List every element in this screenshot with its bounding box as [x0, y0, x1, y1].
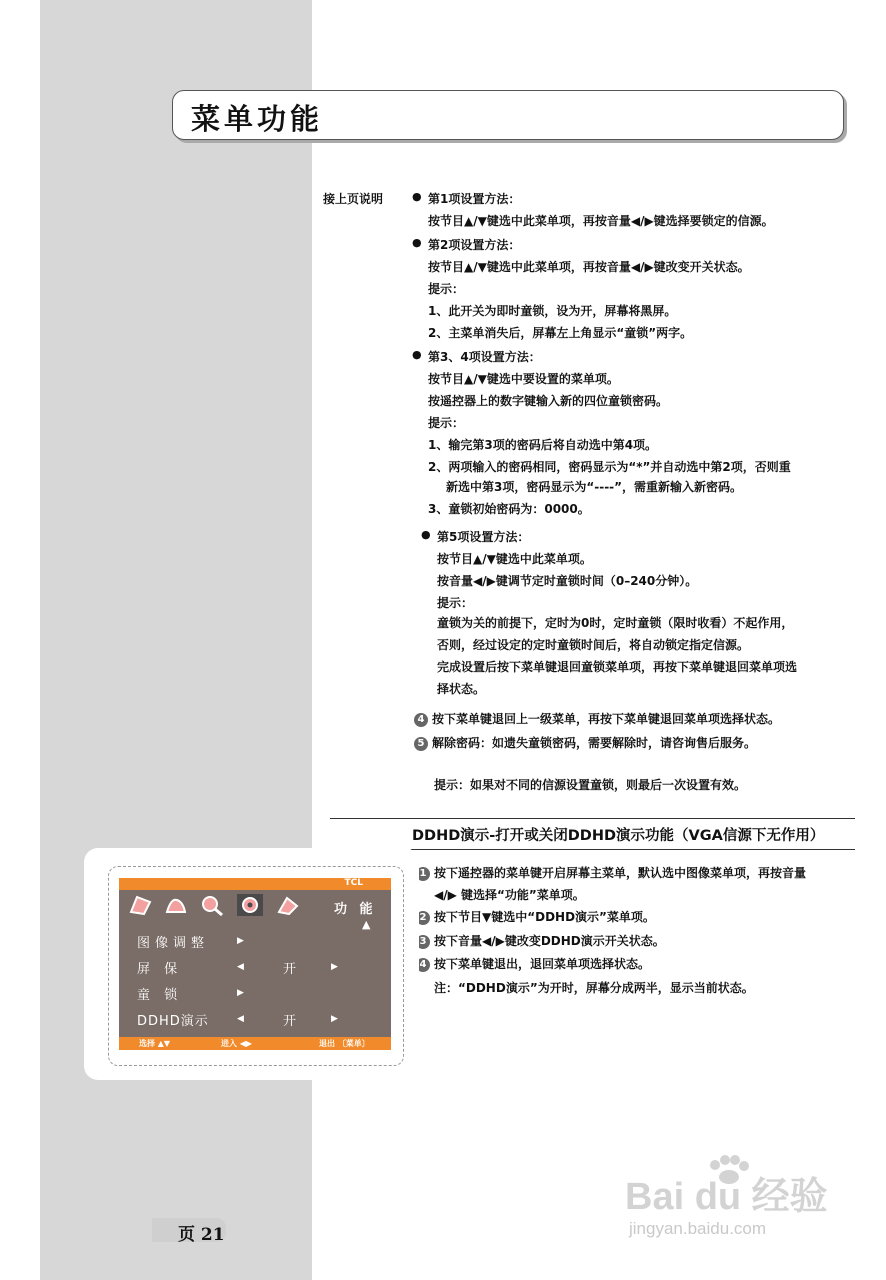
arrow-left-icon: ◀: [237, 962, 244, 972]
function-icon: [275, 894, 301, 916]
search-channel-icon: [199, 894, 225, 916]
text-line: 1、此开关为即时童锁，设为开，屏幕将黑屏。: [428, 304, 677, 318]
baidu-watermark: [615, 1155, 845, 1255]
gear-icon: [237, 894, 263, 916]
step-text: 注：“DDHD演示”为开时，屏幕分成两半，显示当前状态。: [434, 981, 754, 995]
osd-row-picture[interactable]: [137, 932, 221, 951]
arrow-right-icon: ▶: [237, 936, 244, 946]
ddhd-step: [434, 886, 585, 903]
osd-footer-exit: 退出 〔菜单〕: [319, 1039, 370, 1048]
step-text: ◀/▶ 键选择“功能”菜单项。: [434, 888, 585, 902]
page-number: 页 21: [178, 1225, 225, 1245]
step-text: 按下菜单键退出，退回菜单项选择状态。: [434, 957, 651, 971]
text-line: 按节目▲/▼键选中此菜单项，再按音量◀/▶键选择要锁定的信源。: [428, 214, 774, 228]
text-line: 按遥控器上的数字键输入新的四位童锁密码。: [428, 394, 669, 408]
watermark-logo: Bai du 经验: [625, 1176, 828, 1218]
picture-icon: [127, 894, 153, 916]
text-line: 按节目▲/▼键选中要设置的菜单项。: [428, 372, 619, 386]
osd-row-value: 开: [283, 962, 297, 977]
text-line: 提示：: [437, 596, 474, 610]
scroll-up-icon: ▲: [362, 918, 371, 931]
osd-row-screensaver[interactable]: [137, 958, 221, 977]
text-line: 提示：: [428, 416, 465, 430]
step-text: 按下菜单键退回上一级菜单，再按下菜单键退回菜单项选择状态。: [432, 712, 781, 726]
ddhd-step: [434, 979, 754, 996]
text-line: 完成设置后按下菜单键退回童锁菜单项，再按下菜单键退回菜单项选: [437, 660, 798, 674]
left-gray-band: [40, 0, 312, 1280]
text-line: 2、主菜单消失后，屏幕左上角显示“童锁”两字。: [428, 326, 693, 340]
text-line: ● 第2项设置方法：: [428, 236, 520, 253]
text-line: 2、两项输入的密码相同，密码显示为“*”并自动选中第2项，否则重: [428, 460, 791, 474]
ddhd-heading-text: DDHD演示-打开或关闭DDHD演示功能（VGA信源下无作用）: [412, 828, 825, 844]
osd-row-label: DDHD演示: [137, 1014, 209, 1029]
osd-footer-enter: 进入 ◀▶: [221, 1039, 253, 1048]
text-line: 否则，经过设定的定时童锁时间后，将自动锁定指定信源。: [437, 638, 750, 652]
step-text: 按下音量◀/▶键改变DDHD演示开关状态。: [434, 934, 665, 948]
osd-top-bar: [119, 878, 391, 890]
sound-icon: [163, 894, 189, 916]
osd-icon-row: [125, 894, 305, 918]
step-line: [414, 734, 756, 751]
ddhd-step: [416, 908, 655, 925]
arrow-right-icon: ▶: [331, 1014, 338, 1024]
text-line: 按节目▲/▼键选中此菜单项。: [437, 552, 592, 566]
step-number: 2: [416, 911, 430, 925]
text-line: ● 第5项设置方法：: [437, 528, 529, 545]
ddhd-section-heading: [330, 818, 855, 850]
text-line: 按音量◀/▶键调节定时童锁时间（0–240分钟）。: [437, 574, 698, 588]
arrow-right-icon: ▶: [237, 988, 244, 998]
osd-brand: TCL: [344, 878, 363, 888]
osd-row-value: 开: [283, 1014, 297, 1029]
side-label: 接上页说明: [323, 192, 384, 206]
ddhd-step: [416, 864, 806, 881]
osd-row-label: 童 锁: [137, 988, 183, 1003]
text-line: ● 第1项设置方法：: [428, 190, 520, 207]
text-line: 提示：: [428, 282, 465, 296]
osd-row-ddhd[interactable]: [137, 1010, 221, 1029]
step-line: [414, 710, 780, 727]
ddhd-step: [416, 955, 650, 972]
step-number: 1: [416, 867, 430, 881]
text-line: 按节目▲/▼键选中此菜单项，再按音量◀/▶键改变开关状态。: [428, 260, 750, 274]
osd-footer-select: 选择 ▲▼: [139, 1039, 171, 1048]
text-line: 提示：如果对不同的信源设置童锁，则最后一次设置有效。: [434, 778, 747, 792]
step-number: 5: [414, 737, 428, 751]
text-line: 3、童锁初始密码为：0000。: [428, 502, 590, 516]
section-title-box: [172, 90, 844, 140]
osd-bottom-bar: [119, 1037, 391, 1050]
osd-row-label: 图像调整: [137, 936, 210, 951]
text-line: 择状态。: [437, 682, 486, 696]
osd-row-childlock[interactable]: [137, 984, 221, 1003]
step-text: 按下遥控器的菜单键开启屏幕主菜单，默认选中图像菜单项，再按音量: [434, 866, 807, 880]
step-text: 按下节目▼键选中“DDHD演示”菜单项。: [434, 910, 655, 924]
arrow-right-icon: ▶: [331, 962, 338, 972]
text-line: ● 第3、4项设置方法：: [428, 348, 541, 365]
step-number: 3: [416, 935, 430, 949]
text-line: 1、输完第3项的密码后将自动选中第4项。: [428, 438, 658, 452]
ddhd-step: [416, 932, 665, 949]
section-title: 菜单功能: [191, 102, 324, 136]
osd-menu-title: 功 能: [334, 902, 377, 917]
page-number-box: [152, 1218, 226, 1245]
step-text: 解除密码：如遗失童锁密码，需要解除时，请咨询售后服务。: [432, 736, 757, 750]
step-number: 4: [414, 713, 428, 727]
watermark-url: jingyan.baidu.com: [629, 1219, 767, 1238]
text-line: 童锁为关的前提下，定时为0时，定时童锁（限时收看）不起作用，: [437, 616, 794, 630]
osd-row-label: 屏 保: [137, 962, 183, 977]
arrow-left-icon: ◀: [237, 1014, 244, 1024]
step-number: 4: [416, 958, 430, 972]
text-line: 新选中第3项，密码显示为“----”，需重新输入新密码。: [446, 480, 743, 494]
osd-menu: [119, 878, 391, 1050]
